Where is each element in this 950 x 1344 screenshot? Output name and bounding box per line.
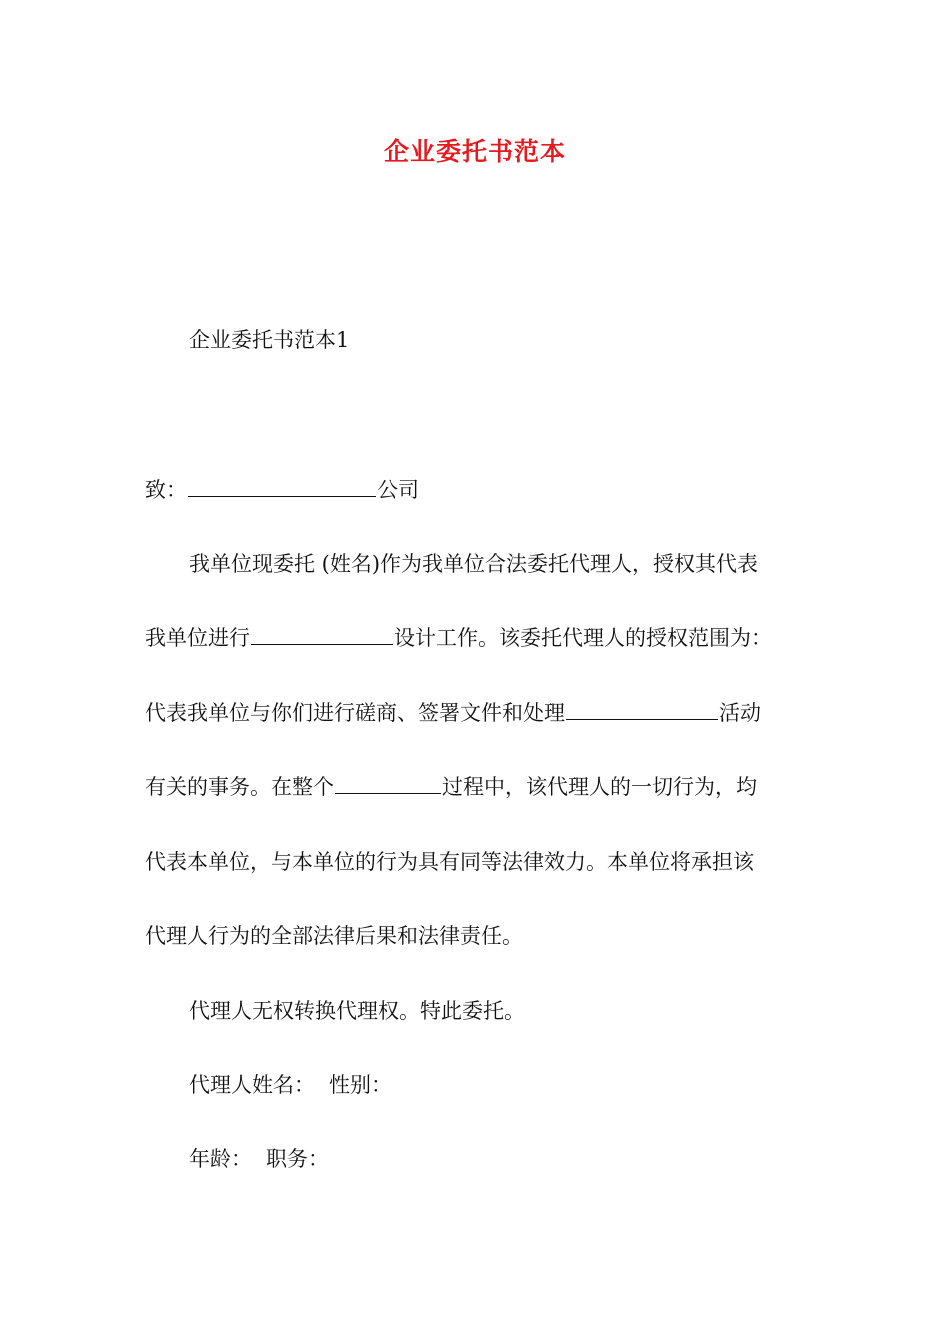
body-line-1: 我单位现委托 (姓名)作为我单位合法委托代理人，授权其代表 <box>189 552 759 576</box>
body-line-4 <box>145 771 757 803</box>
company-name-blank[interactable] <box>188 474 376 497</box>
agent-name-gender-line <box>189 1069 392 1101</box>
body-line-3-start: 代表我单位与你们进行磋商、签署文件和处理 <box>145 701 565 725</box>
project-blank[interactable] <box>251 622 393 645</box>
body-line-3-end: 活动 <box>719 701 761 725</box>
gender-label: 性别： <box>329 1073 392 1097</box>
agent-name-label: 代理人姓名： <box>189 1073 315 1097</box>
salutation-line <box>145 474 419 506</box>
activity-blank[interactable] <box>566 697 718 720</box>
body-line-3 <box>145 697 761 729</box>
salutation-prefix: 致： <box>145 478 187 502</box>
age-position-line <box>189 1143 329 1175</box>
salutation-suffix: 公司 <box>377 478 419 502</box>
position-label: 职务： <box>266 1147 329 1171</box>
statement-line: 代理人无权转换代理权。特此委托。 <box>189 999 525 1023</box>
body-line-4-end: 过程中，该代理人的一切行为，均 <box>442 775 757 799</box>
section-heading: 企业委托书范本1 <box>189 328 350 352</box>
body-line-5: 代表本单位，与本单位的行为具有同等法律效力。本单位将承担该 <box>145 850 754 874</box>
body-line-2-start: 我单位进行 <box>145 626 250 650</box>
document-title: 企业委托书范本 <box>383 137 566 166</box>
process-blank[interactable] <box>335 771 441 794</box>
body-line-2 <box>145 622 772 654</box>
body-line-4-start: 有关的事务。在整个 <box>145 775 334 799</box>
age-label: 年龄： <box>189 1147 252 1171</box>
body-line-2-end: 设计工作。该委托代理人的授权范围为： <box>394 626 772 650</box>
body-line-6: 代理人行为的全部法律后果和法律责任。 <box>145 924 523 948</box>
